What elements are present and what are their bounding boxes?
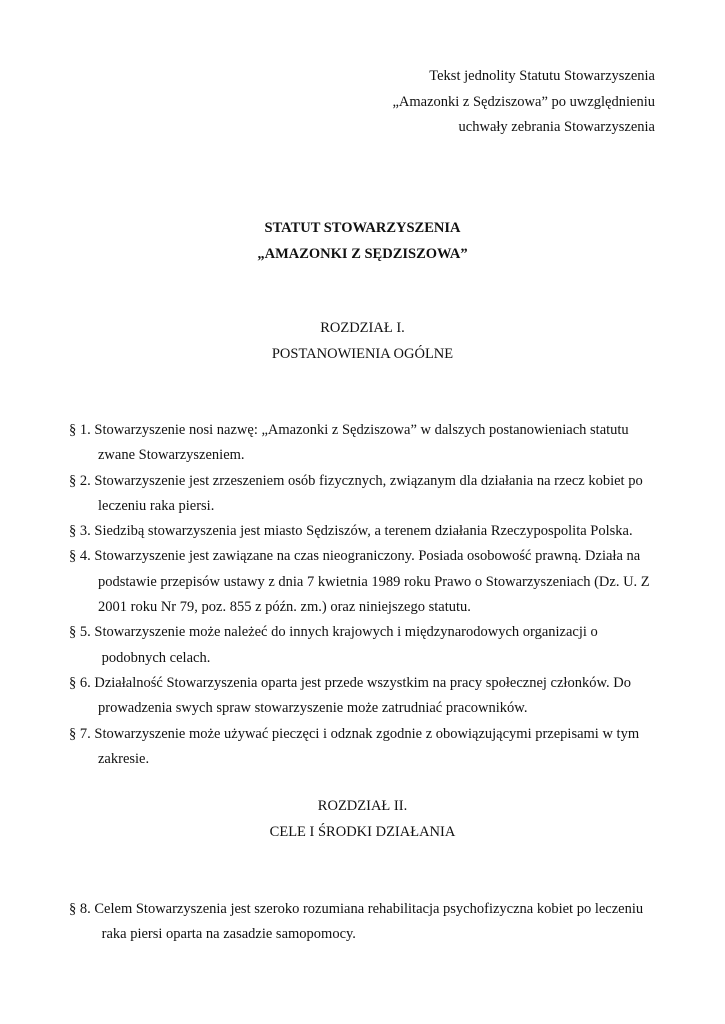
header-note [392, 64, 655, 141]
chapter-number: ROZDZIAŁ I. [320, 320, 405, 336]
chapter-name: CELE I ŚRODKI DZIAŁANIA [269, 823, 456, 840]
paragraph-7: § 7. Stowarzyszenie może używać pieczęci i odznak zgodnie z obowiązującymi przepisami w tym zakresie. [69, 725, 640, 767]
paragraph-6: § 6. Działalność Stowarzyszenia oparta jest przede wszystkim na pracy społecznej członków. Do prowadzenia swych spraw stowarzyszenie może zatrudniać pracowników. [69, 674, 631, 717]
document-title [0, 216, 725, 267]
paragraph-5: § 5. Stowarzyszenie może należeć do innych krajowych i międzynarodowych organizacji o podobnych celach. [69, 624, 598, 666]
header-note-line: „Amazonki z Sędziszowa” po uwzględnieniu [392, 93, 655, 110]
paragraph-4: § 4. Stowarzyszenie jest zawiązane na czas nieograniczony. Posiada osobowość prawną. Działa na podstawie przepisów ustawy z dnia 7 kwietnia 1989 roku Prawo o Stowarzyszeniach (Dz. U. Z 2001 roku Nr 79, poz. 855 z późn. zm.) oraz niniejszego statutu. [69, 548, 650, 616]
paragraph-2: § 2. Stowarzyszenie jest zrzeszeniem osób fizycznych, związanym dla działania na rzecz kobiet po leczeniu raka piersi. [69, 472, 643, 514]
header-note-line: Tekst jednolity Statutu Stowarzyszenia [429, 68, 655, 84]
header-note-line: uchwały zebrania Stowarzyszenia [458, 119, 655, 135]
chapter-1-paragraphs [69, 418, 659, 772]
chapter-number: ROZDZIAŁ II. [317, 798, 408, 814]
paragraph-1: § 1. Stowarzyszenie nosi nazwę: „Amazonki z Sędziszowa” w dalszych postanowieniach statutu zwane Stowarzyszeniem. [69, 422, 629, 464]
chapter-heading-2 [0, 794, 725, 845]
title-line: STATUT STOWARZYSZENIA [264, 220, 461, 236]
title-line: „AMAZONKI Z SĘDZISZOWA” [257, 245, 468, 262]
chapter-name: POSTANOWIENIA OGÓLNE [271, 345, 454, 362]
paragraph-8: § 8. Celem Stowarzyszenia jest szeroko rozumiana rehabilitacja psychofizyczna kobiet po leczeniu raka piersi oparta na zasadzie samopomocy. [69, 901, 644, 943]
chapter-heading-1 [0, 316, 725, 367]
chapter-2-paragraphs [69, 897, 659, 948]
paragraph-3: § 3. Siedzibą stowarzyszenia jest miasto Sędziszów, a terenem działania Rzeczypospolita Polska. [69, 523, 633, 540]
